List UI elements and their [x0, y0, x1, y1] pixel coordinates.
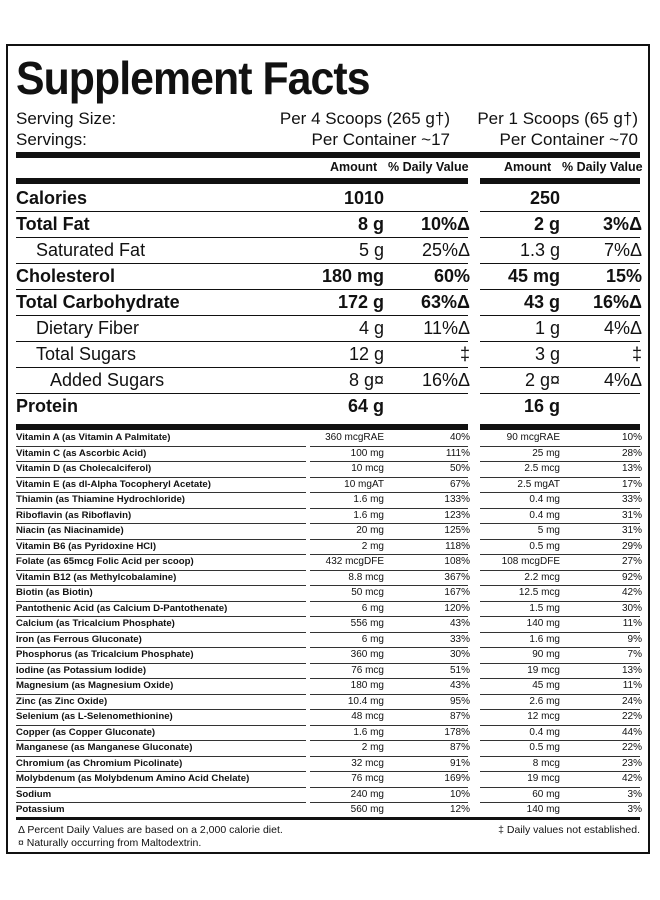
nutrient-row: [8, 342, 648, 368]
micronutrient-row: [8, 757, 648, 773]
micronutrient-name: Vitamin B6 (as Pyridoxine HCl): [16, 540, 157, 552]
micronutrient-row: [8, 664, 648, 680]
dv-4-scoops: 87%: [449, 711, 470, 722]
dv-1-scoop: 31%: [621, 509, 642, 521]
amount-4-scoops: 76 mcg: [351, 773, 384, 784]
micronutrient-row: [8, 540, 648, 556]
micronutrient-row: [8, 493, 648, 509]
dv-4-scoops: 40%: [449, 432, 470, 443]
micronutrient-row: [8, 462, 648, 478]
dv-4-scoops: 169%: [444, 773, 470, 784]
dv-1-scoop: 3%: [627, 788, 642, 800]
amount-1-scoop: 2 g: [533, 214, 560, 234]
serving-col-1-scoop: [477, 108, 638, 150]
amount-4-scoops: 360 mcgRAE: [325, 432, 384, 443]
micronutrient-name: Magnesium (as Magnesium Oxide): [16, 680, 174, 691]
micronutrient-row: [8, 586, 648, 602]
amount-4-scoops: 2 mg: [361, 540, 384, 552]
dv-4-scoops: 43%: [449, 618, 470, 629]
nutrient-row: [8, 316, 648, 342]
micronutrient-name: Vitamin B12 (as Methylcobalamine): [16, 571, 177, 583]
micronutrient-name: Chromium (as Chromium Picolinate): [16, 757, 183, 769]
amount-4-scoops: 240 mg: [350, 788, 384, 800]
amount-1-scoop: 250: [529, 188, 560, 208]
micronutrient-row: [8, 555, 648, 571]
amount-1-scoop: 43 g: [523, 292, 560, 312]
micronutrient-row: [8, 648, 648, 664]
micronutrient-name: Selenium (as L-Selenomethionine): [16, 711, 173, 722]
amount-4-scoops: 180 mg: [350, 680, 384, 691]
amount-4-scoops: 1.6 mg: [353, 509, 384, 521]
amount-1-scoop: 108 mcgDFE: [501, 556, 560, 567]
micronutrient-name: Pantothenic Acid (as Calcium D-Pantothenate): [16, 602, 228, 614]
nutrient-name: Calories: [16, 188, 88, 208]
dv-1-scoop: 15%: [605, 266, 642, 286]
micronutrient-name: Biotin (as Biotin): [16, 587, 93, 598]
dv-4-scoops: 120%: [444, 602, 470, 614]
amount-1-scoop: 1.3 g: [519, 240, 560, 260]
dv-4-scoops: 67%: [449, 478, 470, 490]
dv-1-scoop: 11%: [622, 618, 642, 629]
dv-1-scoop: 92%: [621, 571, 642, 583]
micronutrient-row: [8, 726, 648, 742]
micronutrient-row: [8, 741, 648, 757]
amount-4-scoops: 4 g: [358, 318, 384, 338]
nutrient-row: [8, 394, 648, 420]
nutrient-name: Dietary Fiber: [36, 318, 140, 338]
dv-1-scoop: 29%: [621, 540, 642, 552]
nutrient-row: [8, 212, 648, 238]
micronutrient-name: Vitamin D (as Cholecalciferol): [16, 463, 152, 474]
amount-1-scoop: 2.5 mcg: [524, 463, 560, 474]
amount-4-scoops: 32 mcg: [351, 757, 384, 769]
serving-col-4-scoops: [280, 108, 450, 150]
micronutrient-row: [8, 509, 648, 525]
amount-1-scoop: 2.6 mg: [529, 695, 560, 707]
amount-1-scoop: 1 g: [534, 318, 560, 338]
amount-1-scoop: 90 mg: [532, 649, 560, 660]
thick-divider-left: [16, 178, 468, 184]
amount-1-scoop: 12 mcg: [527, 711, 560, 722]
dv-1-scoop: 23%: [621, 757, 642, 769]
amount-4-scoops: 8 g¤: [348, 370, 384, 390]
micronutrient-row: [8, 447, 648, 463]
micronutrient-row: [8, 478, 648, 494]
dv-4-scoops: 11%Δ: [423, 318, 470, 338]
dv-4-scoops: 367%: [444, 571, 470, 583]
micronutrient-row: [8, 695, 648, 711]
thick-divider: [16, 152, 640, 158]
micronutrient-row: [8, 617, 648, 633]
amount-1-scoop: 140 mg: [526, 804, 560, 815]
dv-1-scoop: 44%: [621, 726, 642, 738]
nutrient-row: [8, 264, 648, 290]
micronutrient-name: Vitamin C (as Ascorbic Acid): [16, 447, 147, 459]
dv-4-scoops: 133%: [444, 494, 470, 505]
amount-4-scoops: 172 g: [337, 292, 384, 312]
amount-1-scoop: 2 g¤: [524, 370, 560, 390]
amount-4-scoops: 10 mgAT: [344, 478, 384, 490]
dv-1-scoop: 28%: [621, 447, 642, 459]
footnote-maltodextrin: ¤ Naturally occurring from Maltodextrin.: [18, 837, 202, 849]
amount-4-scoops: 10.4 mg: [347, 695, 384, 707]
dv-1-scoop: 27%: [621, 556, 642, 567]
amount-1-scoop: 45 mg: [507, 266, 560, 286]
dv-4-scoops: 12%: [449, 804, 470, 815]
amount-4-scoops: 2 mg: [361, 742, 384, 753]
dv-4-scoops: 51%: [449, 664, 470, 676]
amount-1-scoop: 12.5 mcg: [518, 587, 560, 598]
nutrient-row: [8, 186, 648, 212]
amount-1-scoop: 1.6 mg: [529, 633, 560, 645]
micronutrient-row: [8, 602, 648, 618]
thick-divider-right: [480, 178, 640, 184]
amount-1-scoop: 3 g: [534, 344, 560, 364]
amount-4-scoops: 432 mcgDFE: [325, 556, 384, 567]
micronutrient-row: [8, 524, 648, 540]
amount-1-scoop: 45 mg: [532, 680, 560, 691]
micronutrient-row: [8, 679, 648, 695]
serving-4-line1: Per 4 Scoops (265 g†): [279, 109, 450, 128]
amount-4-scoops: 8.8 mcg: [348, 571, 384, 583]
micronutrient-name: Sodium: [16, 788, 52, 800]
serving-size-label: Serving Size:: [16, 109, 117, 128]
dv-4-scoops: ‡: [459, 344, 470, 364]
amount-4-scoops: 10 mcg: [351, 463, 384, 474]
amount-1-scoop: 0.4 mg: [529, 726, 560, 738]
dv-4-scoops: 60%: [433, 266, 470, 286]
dv-1-scoop: 13%: [621, 664, 642, 676]
amount-1-scoop: 16 g: [523, 396, 560, 416]
dv-1-scoop: 11%: [622, 680, 642, 691]
dv-1-scoop: 31%: [621, 525, 642, 536]
amount-4-scoops: 100 mg: [350, 447, 384, 459]
dv-4-scoops: 123%: [444, 509, 470, 521]
footnote-not-established: ‡ Daily values not established.: [498, 824, 640, 836]
dv-4-scoops: 43%: [449, 680, 470, 691]
bottom-divider: [16, 817, 640, 820]
amount-1-scoop: 140 mg: [526, 618, 560, 629]
dv-4-scoops: 125%: [444, 525, 470, 536]
dv-4-scoops: 10%: [449, 788, 470, 800]
amount-4-scoops: 1.6 mg: [353, 726, 384, 738]
page-title: Supplement Facts: [16, 52, 370, 104]
dv-1-scoop: 7%: [627, 649, 642, 660]
amount-1-scoop: 0.4 mg: [529, 494, 560, 505]
serving-1-line1: Per 1 Scoops (65 g†): [477, 109, 638, 128]
dv-1-scoop: 42%: [621, 587, 642, 598]
micronutrient-name: Riboflavin (as Riboflavin): [16, 509, 132, 521]
amount-1-scoop: 0.4 mg: [529, 509, 560, 521]
micronutrient-row: [8, 633, 648, 649]
serving-4-line2: Per Container ~17: [311, 130, 450, 149]
thick-divider-left: [16, 424, 468, 430]
dv-1-scoop: 3%Δ: [603, 214, 642, 234]
amount-1-scoop: 0.5 mg: [529, 540, 560, 552]
amount-4-scoops: 1.6 mg: [353, 494, 384, 505]
nutrient-name: Total Fat: [16, 214, 90, 234]
dv-1-scoop: 9%: [627, 633, 642, 645]
thick-divider-right: [480, 424, 640, 430]
nutrient-row: [8, 238, 648, 264]
micronutrient-row: [8, 772, 648, 788]
dv-1-scoop: 22%: [621, 742, 642, 753]
micronutrient-name: Vitamin E (as dl-Alpha Tocopheryl Acetate): [16, 478, 211, 490]
amount-4-scoops: 12 g: [348, 344, 384, 364]
dv-1-scoop: 33%: [621, 494, 642, 505]
serving-1-line2: Per Container ~70: [499, 130, 638, 149]
micronutrient-name: Iodine (as Potassium Iodide): [16, 664, 147, 676]
amount-4-scoops: 6 mg: [361, 602, 384, 614]
header-amount-1: Amount: [504, 160, 552, 174]
micronutrient-row: [8, 431, 648, 447]
dv-4-scoops: 91%: [449, 757, 470, 769]
micronutrient-name: Folate (as 65mcg Folic Acid per scoop): [16, 556, 194, 567]
dv-4-scoops: 87%: [449, 742, 470, 753]
amount-4-scoops: 8 g: [357, 214, 384, 234]
nutrient-row: [8, 290, 648, 316]
dv-1-scoop: 17%: [621, 478, 642, 490]
micronutrient-name: Vitamin A (as Vitamin A Palmitate): [16, 432, 171, 443]
nutrient-name: Protein: [16, 396, 79, 416]
dv-1-scoop: 13%: [621, 463, 642, 474]
nutrient-name: Total Sugars: [36, 344, 137, 364]
amount-1-scoop: 60 mg: [532, 788, 560, 800]
amount-4-scoops: 6 mg: [361, 633, 384, 645]
supplement-facts-panel: [6, 44, 650, 854]
micronutrient-name: Zinc (as Zinc Oxide): [16, 695, 108, 707]
micronutrient-name: Potassium: [16, 804, 65, 815]
amount-1-scoop: 2.2 mcg: [524, 571, 560, 583]
micronutrient-name: Manganese (as Manganese Gluconate): [16, 742, 193, 753]
dv-4-scoops: 50%: [449, 463, 470, 474]
micronutrient-name: Copper (as Copper Gluconate): [16, 726, 156, 738]
amount-4-scoops: 1010: [343, 188, 384, 208]
dv-4-scoops: 108%: [444, 556, 470, 567]
amount-1-scoop: 19 mcg: [527, 664, 560, 676]
dv-4-scoops: 63%Δ: [421, 292, 470, 312]
amount-1-scoop: 8 mcg: [532, 757, 560, 769]
dv-4-scoops: 33%: [449, 633, 470, 645]
amount-4-scoops: 5 g: [358, 240, 384, 260]
dv-1-scoop: 4%Δ: [603, 318, 642, 338]
amount-4-scoops: 560 mg: [350, 804, 384, 815]
micronutrient-row: [8, 788, 648, 804]
micronutrient-name: Thiamin (as Thiamine Hydrochloride): [16, 494, 185, 505]
dv-1-scoop: 4%Δ: [603, 370, 642, 390]
dv-1-scoop: ‡: [631, 344, 642, 364]
dv-4-scoops: 10%Δ: [421, 214, 470, 234]
amount-4-scoops: 360 mg: [350, 649, 384, 660]
micronutrient-row: [8, 571, 648, 587]
amount-4-scoops: 50 mcg: [351, 587, 384, 598]
servings-label: Servings:: [16, 130, 87, 149]
header-amount-4: Amount: [330, 160, 378, 174]
micronutrient-name: Niacin (as Niacinamide): [16, 525, 124, 536]
micronutrient-name: Iron (as Ferrous Gluconate): [16, 633, 142, 645]
header-dv-4: % Daily Value: [388, 160, 469, 174]
amount-1-scoop: 25 mg: [532, 447, 560, 459]
micronutrient-name: Molybdenum (as Molybdenum Amino Acid Chelate): [16, 773, 250, 784]
nutrient-name: Total Carbohydrate: [16, 292, 180, 312]
header-dv-1: % Daily Value: [562, 160, 643, 174]
dv-1-scoop: 10%: [621, 432, 642, 443]
dv-4-scoops: 111%: [445, 447, 470, 459]
micronutrient-name: Phosphorus (as Tricalcium Phosphate): [16, 649, 194, 660]
dv-1-scoop: 24%: [621, 695, 642, 707]
nutrient-name: Saturated Fat: [36, 240, 146, 260]
amount-4-scoops: 556 mg: [350, 618, 384, 629]
dv-4-scoops: 16%Δ: [421, 370, 470, 390]
footnote-percent-dv: Δ Percent Daily Values are based on a 2,000 calorie diet.: [18, 824, 283, 836]
dv-1-scoop: 16%Δ: [593, 292, 642, 312]
nutrient-name: Cholesterol: [16, 266, 116, 286]
amount-1-scoop: 19 mcg: [527, 773, 560, 784]
micronutrient-row: [8, 710, 648, 726]
amount-1-scoop: 0.5 mg: [529, 742, 560, 753]
amount-1-scoop: 1.5 mg: [529, 602, 560, 614]
amount-4-scoops: 20 mg: [356, 525, 384, 536]
dv-4-scoops: 30%: [449, 649, 470, 660]
amount-1-scoop: 5 mg: [537, 525, 560, 536]
dv-4-scoops: 95%: [449, 695, 470, 707]
dv-4-scoops: 167%: [444, 587, 470, 598]
amount-4-scoops: 48 mcg: [351, 711, 384, 722]
dv-1-scoop: 7%Δ: [603, 240, 642, 260]
dv-4-scoops: 178%: [444, 726, 470, 738]
dv-4-scoops: 25%Δ: [421, 240, 470, 260]
dv-1-scoop: 3%: [627, 804, 642, 815]
dv-4-scoops: 118%: [445, 540, 470, 552]
amount-4-scoops: 180 mg: [321, 266, 384, 286]
nutrient-row: [8, 368, 648, 394]
dv-1-scoop: 22%: [621, 711, 642, 722]
dv-1-scoop: 30%: [621, 602, 642, 614]
amount-4-scoops: 76 mcg: [351, 664, 384, 676]
amount-1-scoop: 2.5 mgAT: [517, 478, 560, 490]
amount-4-scoops: 64 g: [347, 396, 384, 416]
nutrient-name: Added Sugars: [50, 370, 165, 390]
micronutrient-name: Calcium (as Tricalcium Phosphate): [16, 618, 175, 629]
dv-1-scoop: 42%: [621, 773, 642, 784]
amount-1-scoop: 90 mcgRAE: [506, 432, 560, 443]
serving-labels: [16, 108, 116, 150]
footnotes-left: [18, 824, 283, 850]
